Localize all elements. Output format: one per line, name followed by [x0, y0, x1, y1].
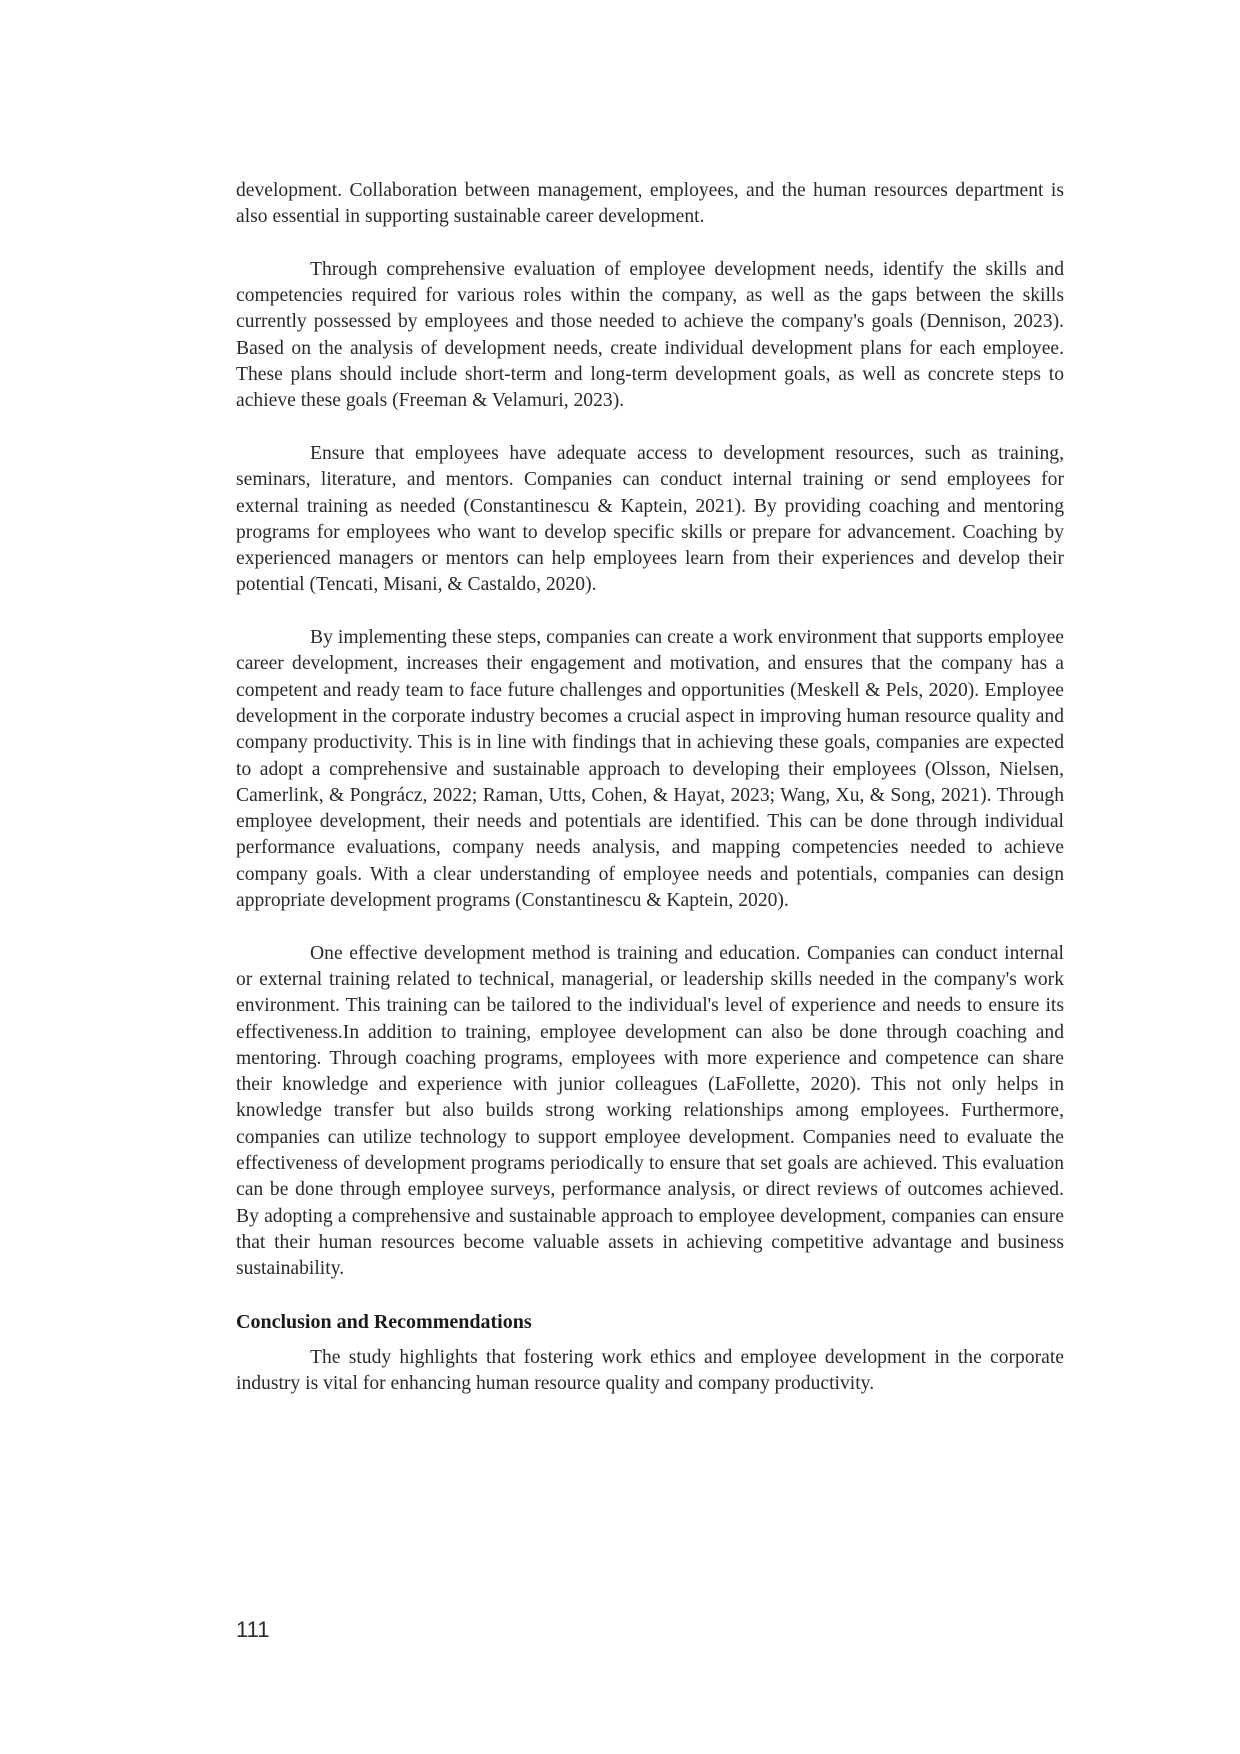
- body-text: [236, 178, 1064, 1398]
- paragraph-evaluation-needs: Through comprehensive evaluation of employee development needs, identify the skills and competencies required for various roles within the company, as well as the gaps between the skills currently possessed by employees and those needed to achieve the company's goals (Dennison, 2023). Based on the analysis of development needs, create individual development plans for each employee. These plans should include short-term and long-term development goals, as well as concrete steps to achieve these goals (Freeman & Velamuri, 2023).: [236, 258, 1064, 412]
- paragraph-development-resources: Ensure that employees have adequate access to development resources, such as training, seminars, literature, and mentors. Companies can conduct internal training or send employees for external training as needed (Constantinescu & Kaptein, 2021). By providing coaching and mentoring programs for employees who want to develop specific skills or prepare for advancement. Coaching by experienced managers or mentors can help employees learn from their experiences and develop their potential (Tencati, Misani, & Castaldo, 2020).: [236, 442, 1064, 596]
- page-number: 111: [236, 1617, 270, 1642]
- paragraph-continued: development. Collaboration between management, employees, and the human resources department is also essential in supporting sustainable career development.: [236, 180, 1064, 228]
- paragraph-conclusion: The study highlights that fostering work ethics and employee development in the corporate industry is vital for enhancing human resource quality and company productivity.: [236, 1347, 1064, 1395]
- paragraph-implementing-steps: By implementing these steps, companies can create a work environment that supports employee career development, increases their engagement and motivation, and ensures that the company has a competent and ready team to face future challenges and opportunities (Meskell & Pels, 2020). Employee development in the corporate industry becomes a crucial aspect in improving human resource quality and company productivity. This is in line with findings that in achieving these goals, companies are expected to adopt a comprehensive and sustainable approach to developing their employees (Olsson, Nielsen, Camerlink, & Pongrácz, 2022; Raman, Utts, Cohen, & Hayat, 2023; Wang, Xu, & Song, 2021). Through employee development, their needs and potentials are identified. This can be done through individual performance evaluations, company needs analysis, and mapping competencies needed to achieve company goals. With a clear understanding of employee needs and potentials, companies can design appropriate development programs (Constantinescu & Kaptein, 2020).: [236, 627, 1064, 912]
- section-heading: Conclusion and Recommendations: [236, 1310, 532, 1333]
- paragraph-training-education: One effective development method is training and education. Companies can conduct internal or external training related to technical, managerial, or leadership skills needed in the company's work environment. This training can be tailored to the individual's level of experience and needs to ensure its effectiveness.In addition to training, employee development can also be done through coaching and mentoring. Through coaching programs, employees with more experience and competence can share their knowledge and experience with junior colleagues (LaFollette, 2020). This not only helps in knowledge transfer but also builds strong working relationships among employees. Furthermore, companies can utilize technology to support employee development. Companies need to evaluate the effectiveness of development programs periodically to ensure that set goals are achieved. This evaluation can be done through employee surveys, performance analysis, or direct reviews of outcomes achieved. By adopting a comprehensive and sustainable approach to employee development, companies can ensure that their human resources become valuable assets in achieving competitive advantage and business sustainability.: [236, 942, 1064, 1280]
